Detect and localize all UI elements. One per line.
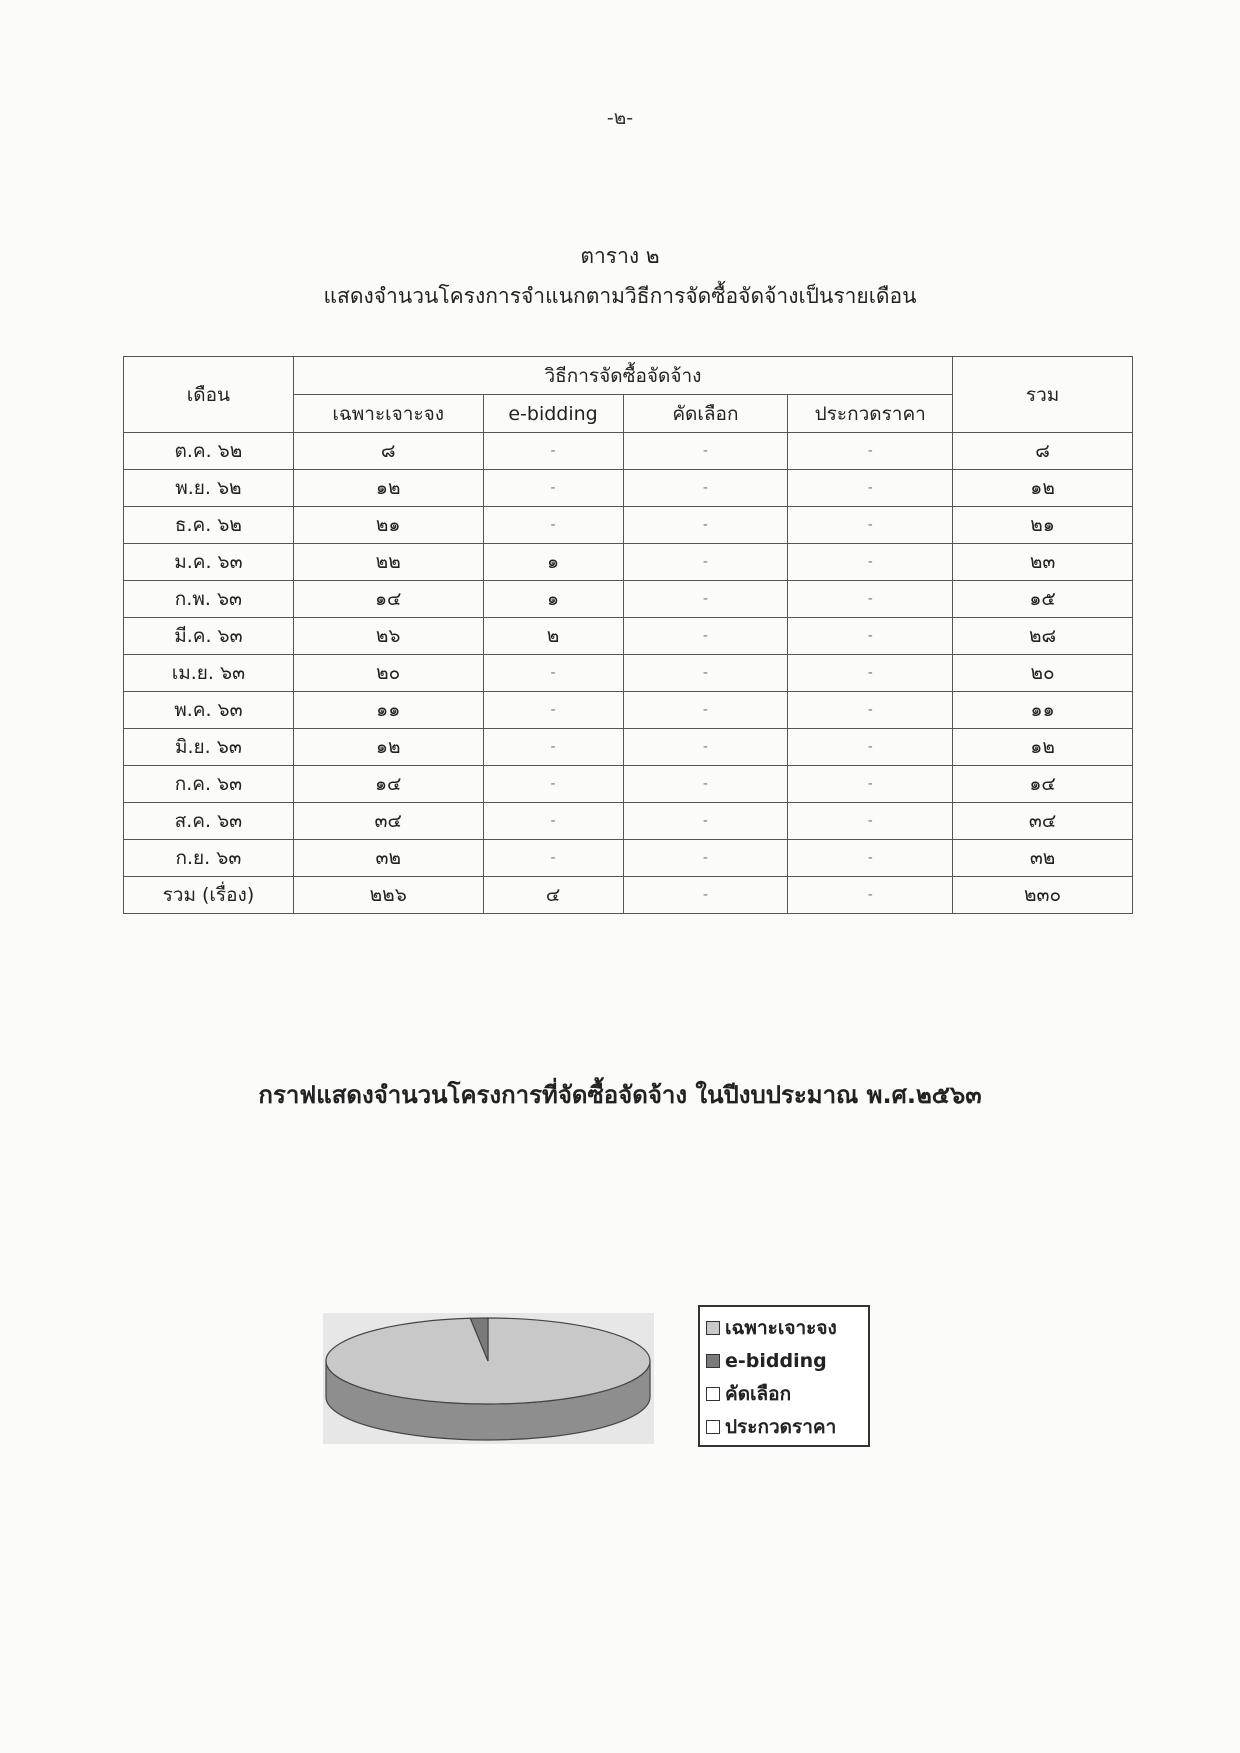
selection-cell: - [623, 544, 788, 581]
total-cell: ๑๕ [953, 581, 1133, 618]
total-cell: ๒๓๐ [953, 877, 1133, 914]
procurement-monthly-table [123, 356, 1133, 914]
specific-cell: ๑๒ [293, 470, 483, 507]
header-auction: ประกวดราคา [788, 395, 953, 433]
month-cell: พ.ย. ๖๒ [124, 470, 294, 507]
table-row [124, 840, 1133, 877]
auction-cell: - [788, 766, 953, 803]
auction-cell: - [788, 655, 953, 692]
legend-swatch [706, 1321, 720, 1335]
legend-item [706, 1377, 862, 1410]
legend-label: e-bidding [725, 1349, 827, 1372]
header-specific: เฉพาะเจาะจง [293, 395, 483, 433]
auction-cell: - [788, 840, 953, 877]
ebidding-cell: ๒ [483, 618, 623, 655]
total-cell: ๓๒ [953, 840, 1133, 877]
ebidding-cell: - [483, 692, 623, 729]
month-cell: ธ.ค. ๖๒ [124, 507, 294, 544]
selection-cell: - [623, 433, 788, 470]
legend-swatch [706, 1387, 720, 1401]
graph-title: กราฟแสดงจำนวนโครงการที่จัดซื้อจัดจ้าง ในปีงบประมาณ พ.ศ.๒๕๖๓ [258, 1081, 982, 1109]
table-row [124, 803, 1133, 840]
ebidding-cell: - [483, 766, 623, 803]
auction-cell: - [788, 618, 953, 655]
auction-cell: - [788, 470, 953, 507]
auction-cell: - [788, 803, 953, 840]
table-row [124, 877, 1133, 914]
selection-cell: - [623, 729, 788, 766]
month-cell: ก.ย. ๖๓ [124, 840, 294, 877]
table-body [124, 433, 1133, 914]
ebidding-cell: ๑ [483, 581, 623, 618]
table-row [124, 729, 1133, 766]
header-ebidding: e-bidding [483, 395, 623, 433]
auction-cell: - [788, 729, 953, 766]
ebidding-cell: - [483, 840, 623, 877]
pie-chart-svg [323, 1313, 654, 1444]
header-total: รวม [953, 357, 1133, 433]
month-cell: ต.ค. ๖๒ [124, 433, 294, 470]
selection-cell: - [623, 766, 788, 803]
month-cell: มี.ค. ๖๓ [124, 618, 294, 655]
month-cell: ส.ค. ๖๓ [124, 803, 294, 840]
legend-label: คัดเลือก [725, 1382, 792, 1405]
specific-cell: ๒๑ [293, 507, 483, 544]
month-cell: ก.ค. ๖๓ [124, 766, 294, 803]
selection-cell: - [623, 655, 788, 692]
total-cell: ๑๒ [953, 729, 1133, 766]
total-cell: ๒๓ [953, 544, 1133, 581]
ebidding-cell: ๑ [483, 544, 623, 581]
month-cell: พ.ค. ๖๓ [124, 692, 294, 729]
legend-label: ประกวดราคา [725, 1415, 837, 1438]
ebidding-cell: - [483, 507, 623, 544]
auction-cell: - [788, 433, 953, 470]
ebidding-cell: ๔ [483, 877, 623, 914]
table-caption-title: ตาราง ๒ [580, 244, 660, 268]
table-row [124, 470, 1133, 507]
table-row [124, 655, 1133, 692]
month-cell: ม.ค. ๖๓ [124, 544, 294, 581]
month-cell: เม.ย. ๖๓ [124, 655, 294, 692]
total-cell: ๑๔ [953, 766, 1133, 803]
total-cell: ๒๘ [953, 618, 1133, 655]
auction-cell: - [788, 544, 953, 581]
table-caption-subtitle: แสดงจำนวนโครงการจำแนกตามวิธีการจัดซื้อจัดจ้างเป็นรายเดือน [323, 284, 917, 308]
selection-cell: - [623, 840, 788, 877]
total-cell: ๒๑ [953, 507, 1133, 544]
month-cell: ก.พ. ๖๓ [124, 581, 294, 618]
specific-cell: ๓๔ [293, 803, 483, 840]
specific-cell: ๒๐ [293, 655, 483, 692]
table-row [124, 766, 1133, 803]
legend-label: เฉพาะเจาะจง [725, 1316, 837, 1339]
auction-cell: - [788, 507, 953, 544]
page-number: -๒- [606, 107, 634, 129]
selection-cell: - [623, 692, 788, 729]
selection-cell: - [623, 877, 788, 914]
table-row [124, 433, 1133, 470]
table-row [124, 507, 1133, 544]
legend-item [706, 1410, 862, 1443]
specific-cell: ๓๒ [293, 840, 483, 877]
legend-item [706, 1344, 862, 1377]
total-cell: ๒๐ [953, 655, 1133, 692]
specific-cell: ๑๑ [293, 692, 483, 729]
month-cell: รวม (เรื่อง) [124, 877, 294, 914]
specific-cell: ๒๒๖ [293, 877, 483, 914]
specific-cell: ๑๔ [293, 581, 483, 618]
legend-swatch [706, 1420, 720, 1434]
selection-cell: - [623, 470, 788, 507]
selection-cell: - [623, 581, 788, 618]
table-row [124, 618, 1133, 655]
total-cell: ๓๔ [953, 803, 1133, 840]
month-cell: มิ.ย. ๖๓ [124, 729, 294, 766]
chart-legend [698, 1305, 870, 1447]
specific-cell: ๒๖ [293, 618, 483, 655]
selection-cell: - [623, 507, 788, 544]
table-row [124, 544, 1133, 581]
pie-chart [323, 1313, 654, 1444]
selection-cell: - [623, 803, 788, 840]
total-cell: ๑๑ [953, 692, 1133, 729]
ebidding-cell: - [483, 729, 623, 766]
ebidding-cell: - [483, 433, 623, 470]
total-cell: ๑๒ [953, 470, 1133, 507]
auction-cell: - [788, 581, 953, 618]
ebidding-cell: - [483, 803, 623, 840]
header-selection: คัดเลือก [623, 395, 788, 433]
auction-cell: - [788, 877, 953, 914]
legend-swatch [706, 1354, 720, 1368]
total-cell: ๘ [953, 433, 1133, 470]
table-row [124, 692, 1133, 729]
table-row [124, 581, 1133, 618]
specific-cell: ๑๔ [293, 766, 483, 803]
legend-item [706, 1311, 862, 1344]
specific-cell: ๑๒ [293, 729, 483, 766]
specific-cell: ๒๒ [293, 544, 483, 581]
ebidding-cell: - [483, 655, 623, 692]
header-month: เดือน [124, 357, 294, 433]
auction-cell: - [788, 692, 953, 729]
header-method-group: วิธีการจัดซื้อจัดจ้าง [293, 357, 952, 395]
ebidding-cell: - [483, 470, 623, 507]
selection-cell: - [623, 618, 788, 655]
specific-cell: ๘ [293, 433, 483, 470]
